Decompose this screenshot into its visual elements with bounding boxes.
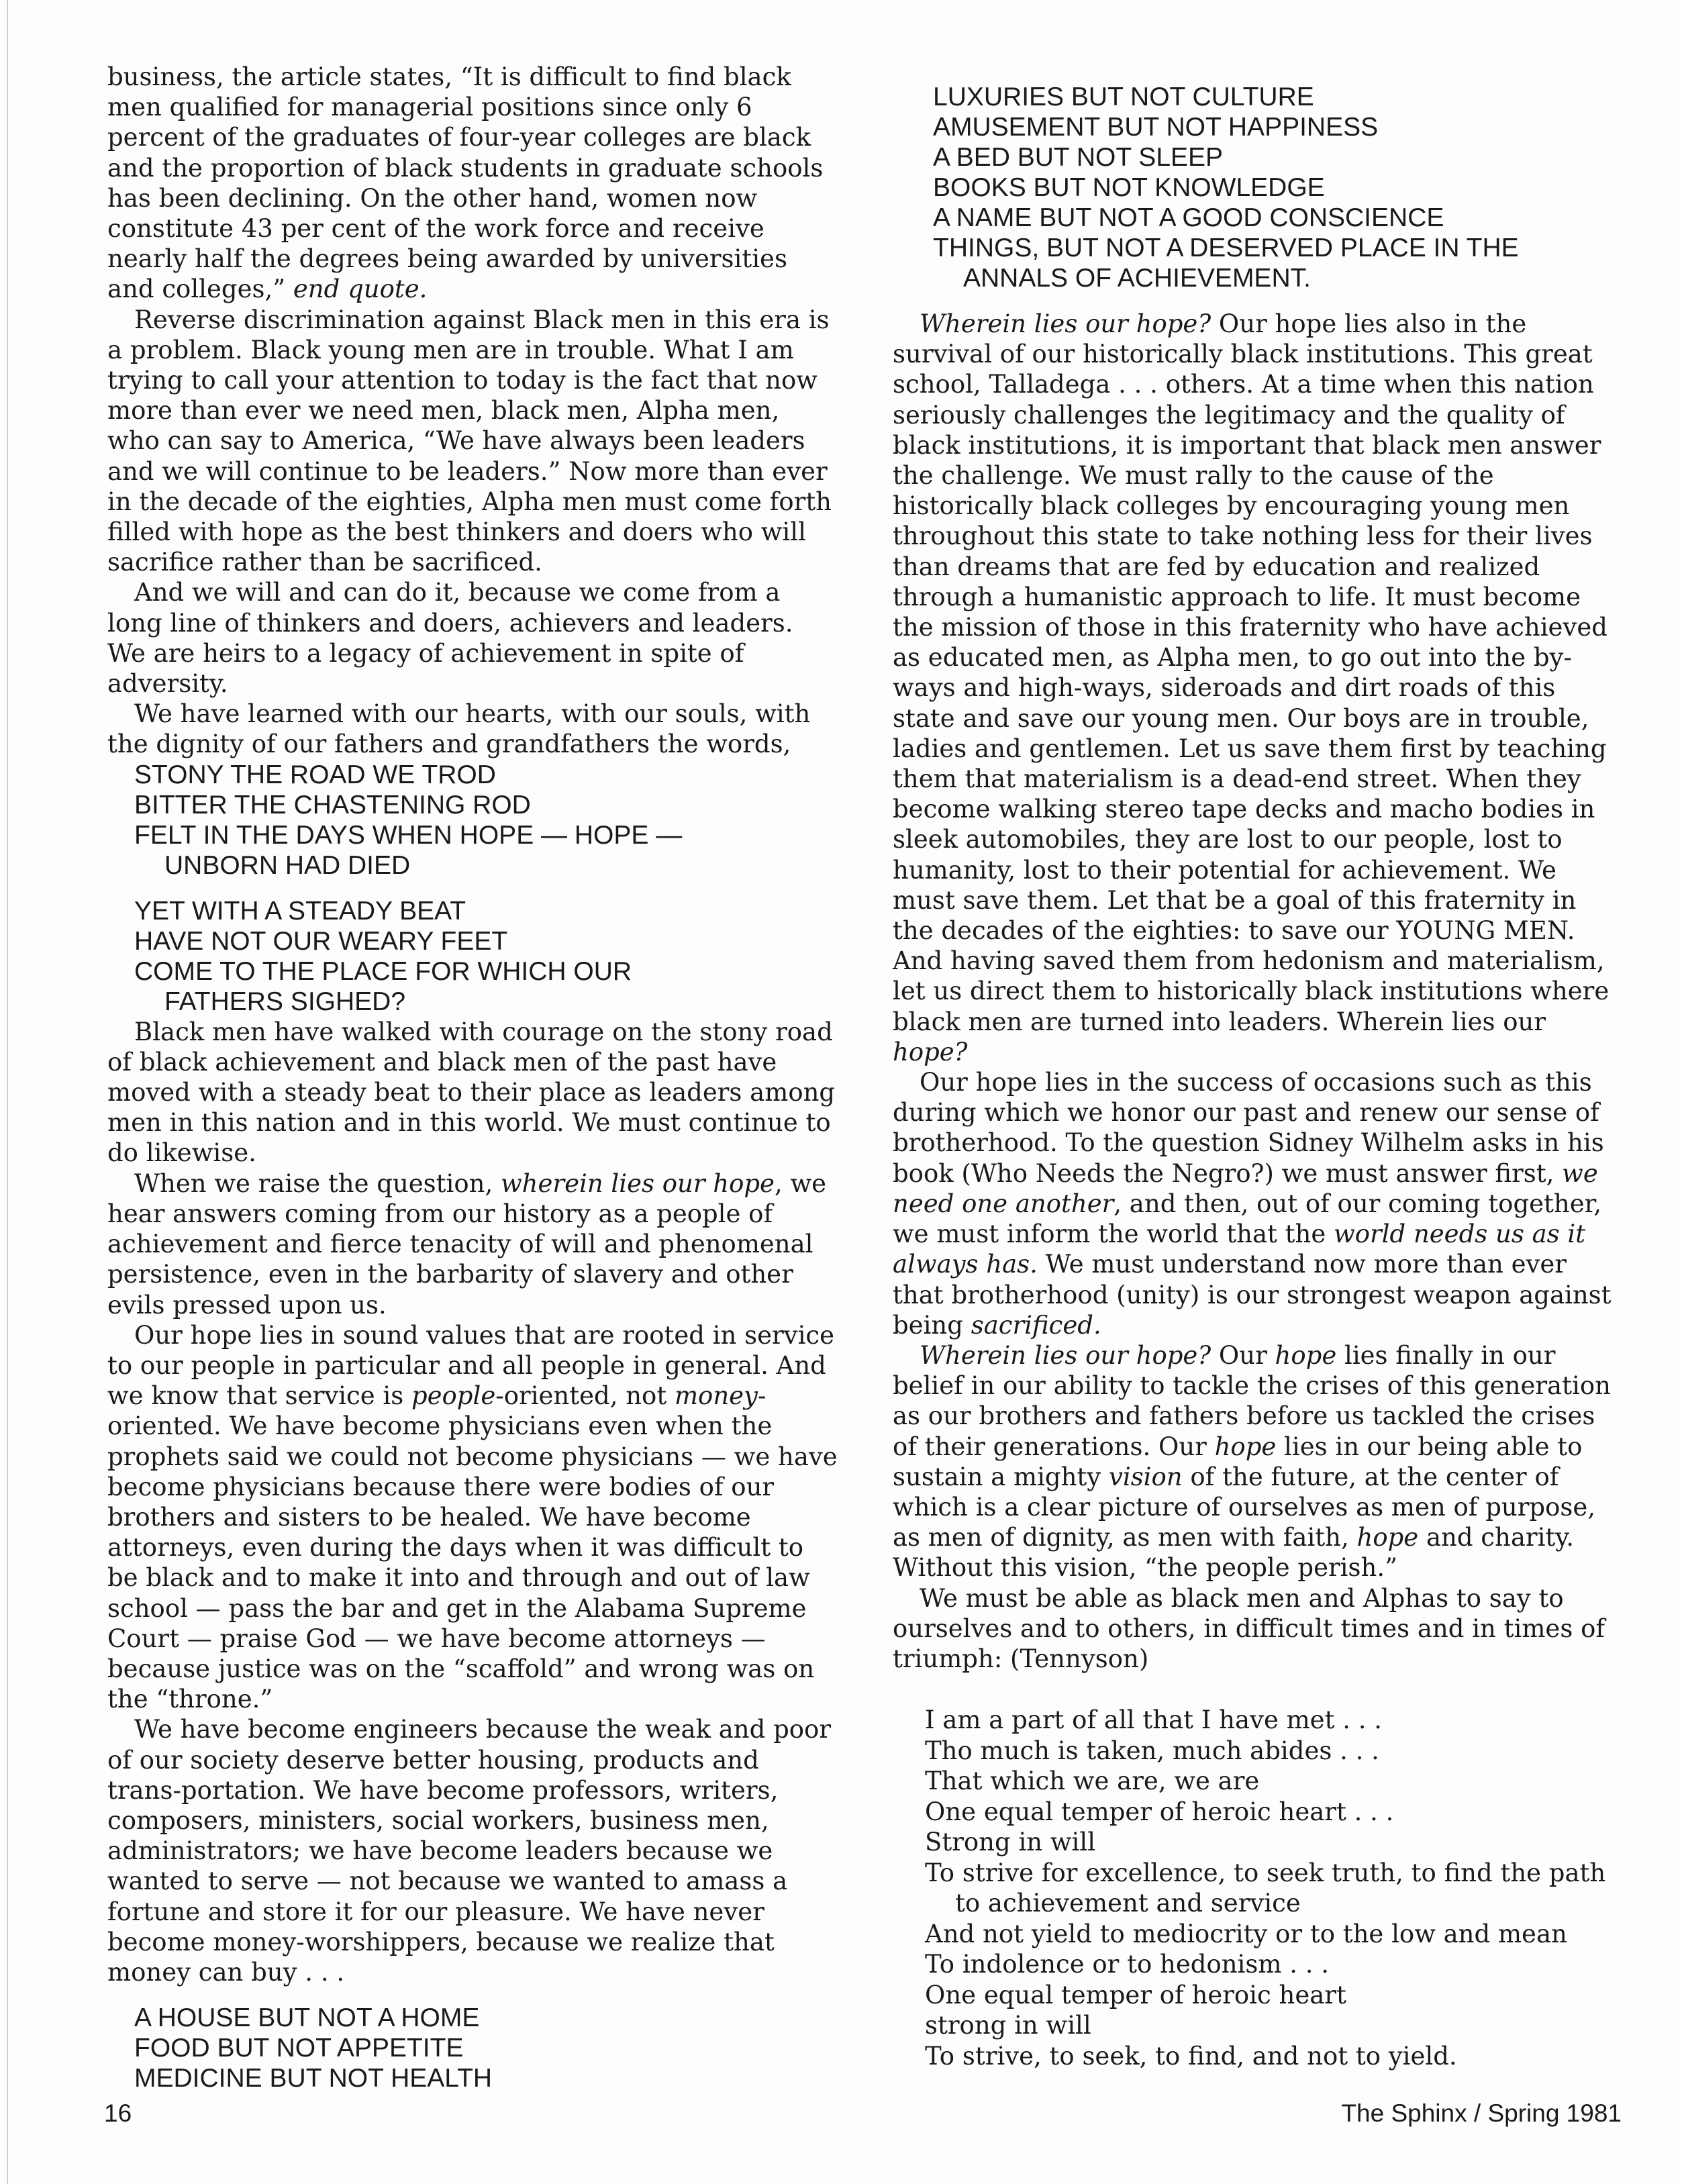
verse-block bbox=[893, 82, 1624, 293]
verse-line: BITTER THE CHASTENING ROD bbox=[134, 790, 531, 820]
italic-text: hope? bbox=[893, 1037, 968, 1066]
verse-line: LUXURIES BUT NOT CULTURE bbox=[933, 83, 1314, 111]
italic-text: Wherein lies our hope? bbox=[920, 309, 1211, 338]
paragraph bbox=[107, 305, 839, 578]
verse-line: FELT IN THE DAYS WHEN HOPE — HOPE — bbox=[134, 820, 683, 850]
text-run: -oriented, not bbox=[495, 1381, 675, 1411]
verse-line: Strong in will bbox=[925, 1828, 1096, 1857]
italic-text: end quote. bbox=[293, 275, 428, 304]
italic-text: sacrificed. bbox=[971, 1310, 1101, 1340]
paragraph bbox=[107, 62, 839, 305]
verse-line: FOOD BUT NOT APPETITE bbox=[134, 2034, 464, 2063]
text-run: We have become engineers because the weak and poor of our society deserve better housing, products and trans-portation. We have become professors, writers, composers, ministers, social workers, business men, administrators; we have become leaders because we wanted to serve — not because we wanted to amass a fortune and store it for our pleasure. We have never become money-worshippers, because we realize that money can buy . . . bbox=[107, 1715, 832, 1987]
verse-line: A NAME BUT NOT A GOOD CONSCIENCE bbox=[933, 203, 1444, 232]
italic-text: hope bbox=[1214, 1432, 1277, 1461]
text-run: business, the article states, “It is difficult to find black men qualified for managerial positions since only 6 percent of the graduates of four-year colleges are black and the proportion of black students in graduate schools has been declining. On the other hand, women now constitute 43 per cent of the work force and receive nearly half the degrees being awarded by universities and colleges,” bbox=[107, 62, 824, 304]
verse-line: And not yield to mediocrity or to the low and mean bbox=[925, 1919, 1567, 1948]
verse-line: UNBORN HAD DIED bbox=[164, 850, 411, 880]
italic-text: hope bbox=[1275, 1340, 1337, 1370]
text-run: of the future, at the center of which is a clear picture of ourselves as men of purpose, as men of dignity, as men with faith, bbox=[893, 1462, 1596, 1552]
italic-text: wherein lies our hope bbox=[501, 1169, 775, 1198]
verse-line: COME TO THE PLACE FOR WHICH OUR bbox=[134, 956, 632, 986]
italic-text: we need one another bbox=[893, 1158, 1598, 1218]
verse-line: To strive, to seek, to find, and not to yield. bbox=[925, 2041, 1457, 2071]
paragraph bbox=[107, 1169, 839, 1320]
italic-text: hope bbox=[1356, 1523, 1419, 1552]
text-run: We must be able as black men and Alphas to say to ourselves and to others, in difficult times and in times of triumph: (Tennyson) bbox=[893, 1583, 1605, 1673]
verse-block bbox=[107, 896, 839, 1017]
verse-block bbox=[107, 2003, 839, 2093]
italic-text: Wherein lies our hope? bbox=[920, 1340, 1211, 1370]
verse-line: To strive for excellence, to seek truth, to find the path bbox=[925, 1858, 1606, 1887]
italic-text: vision bbox=[1108, 1462, 1183, 1491]
paragraph bbox=[893, 1067, 1624, 1340]
verse-line: YET WITH A STEADY BEAT bbox=[134, 896, 466, 926]
verse-line: strong in will bbox=[925, 2011, 1091, 2040]
paragraph bbox=[893, 309, 1624, 1067]
paragraph bbox=[107, 1714, 839, 1987]
verse-line: MEDICINE BUT NOT HEALTH bbox=[134, 2064, 493, 2093]
verse-line: FATHERS SIGHED? bbox=[164, 987, 406, 1016]
verse-line: That which we are, we are bbox=[925, 1767, 1260, 1796]
verse-line: A HOUSE BUT NOT A HOME bbox=[134, 2003, 480, 2033]
verse-line: Tho much is taken, much abides . . . bbox=[925, 1736, 1379, 1765]
text-run: -oriented. We have become physicians even when the prophets said we could not become physicians — we have become physicians because there were bodies of our brothers and sisters to be healed. We have become attorneys, even during the days when it was difficult to be black and to make it into and through and out of law school — pass the bar and get in the Alabama Supreme Court — praise God — we have become attorneys — because justice was on the “scaffold” and wrong was on the “throne.” bbox=[107, 1381, 838, 1714]
verse-block bbox=[107, 760, 839, 881]
verse-line: STONY THE ROAD WE TROD bbox=[134, 760, 496, 789]
text-run: lies in our being able to sustain a mighty bbox=[893, 1432, 1583, 1491]
right-column bbox=[893, 62, 1624, 2071]
text-run: We have learned with our hearts, with our souls, with the dignity of our fathers and grandfathers the words, bbox=[107, 699, 811, 759]
text-run: Our bbox=[1211, 1340, 1275, 1370]
verse-line: One equal temper of heroic heart . . . bbox=[925, 1797, 1394, 1826]
page-edge-line bbox=[7, 0, 8, 2184]
verse-line: To indolence or to hedonism . . . bbox=[925, 1950, 1330, 1979]
verse-line: I am a part of all that I have met . . . bbox=[925, 1705, 1383, 1735]
verse-block bbox=[893, 1705, 1624, 2071]
verse-line: ANNALS OF ACHIEVEMENT. bbox=[963, 264, 1311, 293]
paragraph bbox=[893, 1340, 1624, 1583]
verse-line: One equal temper of heroic heart bbox=[925, 1980, 1346, 2009]
text-run: When we raise the question, bbox=[134, 1169, 501, 1198]
paragraph bbox=[893, 1583, 1624, 1675]
left-column bbox=[107, 62, 839, 2093]
italic-text: world needs us as it always has. bbox=[893, 1220, 1586, 1279]
paragraph bbox=[107, 699, 839, 759]
verse-line: AMUSEMENT BUT NOT HAPPINESS bbox=[933, 113, 1379, 142]
text-run: Reverse discrimination against Black men in this era is a problem. Black young men are in trouble. What I am trying to call your attention to today is the fact that now more than ever we need men, black men, Alpha men, who can say to America, “We have always been leaders and we will continue to be leaders.” Now more than ever in the decade of the eighties, Alpha men must come forth filled with hope as the best thinkers and doers who will sacrifice rather than be sacrificed. bbox=[107, 305, 832, 577]
verse-line: THINGS, BUT NOT A DESERVED PLACE IN THE bbox=[933, 234, 1519, 262]
text-run: , we hear answers coming from our history as a people of achievement and fierce tenacity of will and phenomenal persistence, even in the barbarity of slavery and other evils pressed upon us. bbox=[107, 1169, 827, 1320]
text-run: Our hope lies in sound values that are rooted in service to our people in particular and all people in general. And we know that service is bbox=[107, 1320, 835, 1411]
publication-footer: The Sphinx / Spring 1981 bbox=[1341, 2099, 1622, 2127]
paragraph bbox=[107, 1320, 839, 1715]
text-run: lies finally in our belief in our ability to tackle the crises of this generation as our brothers and fathers before us tackled the crises of their generations. Our bbox=[893, 1340, 1611, 1461]
text-run: and charity. Without this vision, “the people perish.” bbox=[893, 1523, 1575, 1583]
italic-text: people bbox=[411, 1381, 496, 1411]
text-run: Black men have walked with courage on the stony road of black achievement and black men of the past have moved with a steady beat to their place as leaders among men in this nation and in this world. We must continue to do likewise. bbox=[107, 1017, 836, 1168]
paragraph bbox=[107, 1017, 839, 1169]
text-run: Our hope lies also in the survival of our historically black institutions. This great school, Talladega . . . others. At a time when this nation seriously challenges the legitimacy and the quality of black institutions, it is important that black men answer the challenge. We must rally to the cause of the historically black colleges by encouraging young men throughout this state to take nothing less for their lives than dreams that are fed by education and realized through a humanistic approach to life. It must become the mission of those in this fraternity who have achieved as educated men, as Alpha men, to go out into the by-ways and high-ways, sideroads and dirt roads of this state and save our young men. Our boys are in trouble, ladies and gentlemen. Let us save them first by teaching them that materialism is a dead-end street. When they become walking stereo tape decks and macho bodies in sleek automobiles, they are lost to our people, lost to humanity, lost to their potential for achievement. We must save them. Let that be a goal of this fraternity in the decades of the eighties: to save our YOUNG MEN. And having saved them from hedonism and materialism, let us direct them to historically black institutions where black men are turned into leaders. Wherein lies our bbox=[893, 309, 1610, 1036]
page-number: 16 bbox=[104, 2099, 132, 2127]
text-run: , and then, out of our coming together, we must inform the world that the bbox=[893, 1189, 1602, 1249]
verse-line: to achievement and service bbox=[955, 1889, 1301, 1918]
italic-text: money bbox=[674, 1381, 758, 1411]
text-run: We must understand now more than ever that brotherhood (unity) is our strongest weapon against being bbox=[893, 1250, 1612, 1340]
verse-line: A BED BUT NOT SLEEP bbox=[933, 143, 1224, 172]
verse-line: BOOKS BUT NOT KNOWLEDGE bbox=[933, 173, 1325, 202]
verse-line: HAVE NOT OUR WEARY FEET bbox=[134, 926, 508, 956]
paragraph bbox=[107, 577, 839, 699]
text-run: Our hope lies in the success of occasions such as this during which we honor our past and renew our sense of brotherhood. To the question Sidney Wilhelm asks in his book (Who Needs the Negro?) we must answer first, bbox=[893, 1068, 1604, 1188]
text-run: And we will and can do it, because we come from a long line of thinkers and doers, achievers and leaders. We are heirs to a legacy of achievement in spite of adversity. bbox=[107, 578, 793, 699]
